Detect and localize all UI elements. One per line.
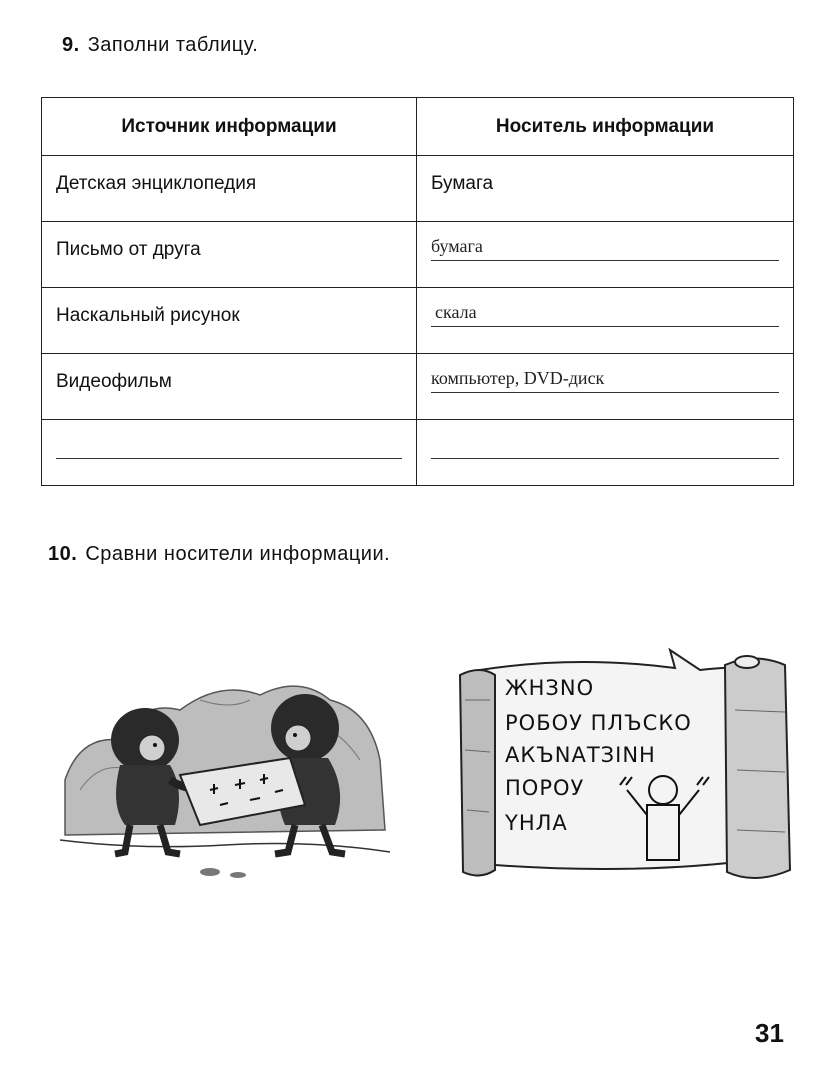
answer-line — [431, 326, 779, 327]
table-row — [42, 222, 794, 288]
table-row — [42, 288, 794, 354]
cavemen-carrying-stone-icon — [60, 640, 390, 880]
source-cell — [42, 288, 417, 354]
source-text: Письмо от друга — [56, 239, 201, 260]
answer-line — [431, 458, 779, 459]
ancient-scroll-icon — [455, 640, 795, 885]
answer-line — [431, 392, 779, 393]
column-header-source: Источник информации — [42, 98, 417, 156]
task-text: Сравни носители информации. — [85, 543, 391, 565]
task-number: 9. — [62, 34, 80, 56]
table-row — [42, 420, 794, 486]
source-text: Детская энциклопедия — [56, 173, 257, 194]
source-cell — [42, 222, 417, 288]
answer-line — [431, 260, 779, 261]
table-header-row — [42, 98, 794, 156]
answer-line — [56, 458, 402, 459]
scroll-line: РОБОУ ПЛЪСКО — [505, 711, 692, 735]
scroll-line: ПОРОУ — [505, 776, 585, 800]
page-number: 31 — [755, 1018, 784, 1048]
scroll-line: ЖНЗNО — [505, 676, 595, 700]
carrier-cell[interactable] — [417, 420, 794, 486]
carrier-answer[interactable]: бумага — [431, 236, 483, 256]
carrier-answer[interactable]: компьютер, DVD-диск — [431, 368, 605, 388]
carrier-cell — [417, 156, 794, 222]
source-text: Наскальный рисунок — [56, 305, 240, 326]
carrier-answer[interactable]: скала — [435, 302, 477, 322]
source-cell[interactable] — [42, 420, 417, 486]
source-cell — [42, 354, 417, 420]
source-text: Видеофильм — [56, 371, 172, 392]
task-10-heading — [48, 543, 390, 566]
carrier-cell[interactable] — [417, 354, 794, 420]
scroll-line: ҮНЛА — [505, 811, 568, 835]
task-text: Заполни таблицу. — [87, 34, 259, 56]
info-table — [41, 97, 794, 486]
table-row — [42, 156, 794, 222]
carrier-text: Бумага — [431, 173, 494, 194]
carrier-cell[interactable] — [417, 222, 794, 288]
column-header-carrier: Носитель информации — [417, 98, 794, 156]
source-cell — [42, 156, 417, 222]
task-9-heading — [62, 34, 258, 57]
table-row — [42, 354, 794, 420]
carrier-cell[interactable] — [417, 288, 794, 354]
task-number: 10. — [48, 543, 78, 565]
scroll-line: АКЪNАТЗINН — [505, 743, 656, 767]
